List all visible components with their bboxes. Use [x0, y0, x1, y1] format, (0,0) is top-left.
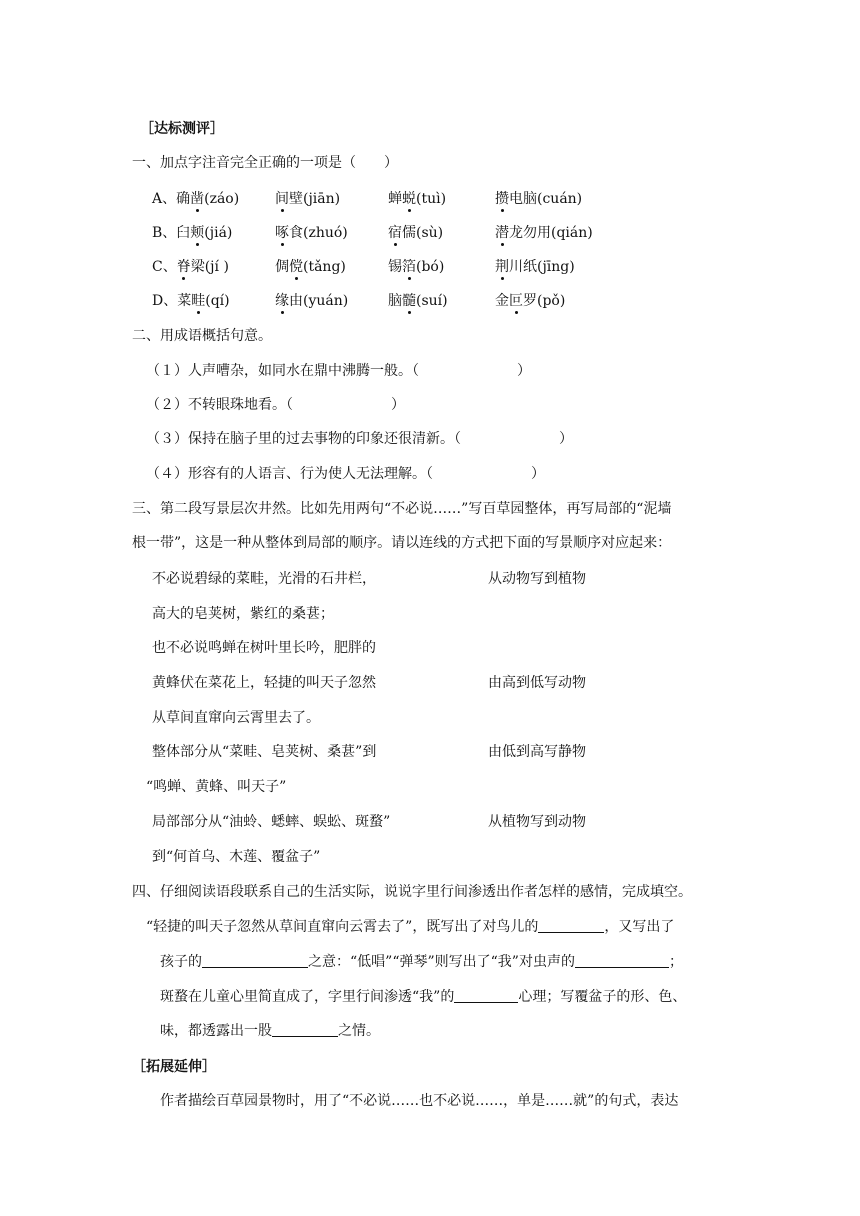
- matching-right-1: 从动物写到植物: [488, 571, 586, 587]
- option-b-item-1: B、臼颊(jiá): [152, 225, 233, 241]
- option-d-item-4: 金叵罗(pǒ): [495, 293, 566, 309]
- matching-left-8: 局部部分从“油蛉、蟋蟀、蜈蚣、斑蝥”: [152, 814, 391, 830]
- question-4-line-3: [160, 986, 686, 1006]
- matching-left-9: 到“何首乌、木莲、覆盆子”: [152, 849, 321, 865]
- question-2-item-3: （３）保持在脑子里的过去事物的印象还很清新。（ ）: [146, 431, 573, 447]
- q4-text-2a: 孩子的: [160, 954, 202, 970]
- q4-text-2c: ；: [668, 954, 683, 970]
- fill-blank-1[interactable]: [538, 918, 604, 933]
- question-2-title: 二、用成语概括句意。: [132, 328, 272, 344]
- option-b-item-3: 宿儒(sù): [388, 225, 444, 241]
- matching-left-4: 黄蜂伏在菜花上，轻捷的叫天子忽然: [152, 675, 376, 691]
- option-a-item-3: 蝉蜕(tuì): [388, 191, 447, 207]
- matching-left-6: 整体部分从“菜畦、皂荚树、桑葚”到: [152, 744, 377, 760]
- matching-left-3: 也不必说鸣蝉在树叶里长吟，肥胖的: [152, 640, 376, 656]
- fill-blank-4[interactable]: [454, 988, 518, 1003]
- question-4-line-4: [160, 1020, 380, 1040]
- section-title-assessment: ［达标测评］: [140, 121, 224, 137]
- fill-blank-2[interactable]: [202, 953, 308, 968]
- option-a-item-4: 攒电脑(cuán): [495, 191, 583, 207]
- matching-left-7: “鸣蝉、黄蜂、叫天子”: [146, 779, 287, 795]
- matching-left-5: 从草间直窜向云霄里去了。: [152, 710, 320, 726]
- option-d-item-1: D、菜畦(qí): [152, 293, 230, 309]
- matching-right-3: 由低到高写静物: [488, 744, 586, 760]
- question-4-line-1: [146, 916, 674, 936]
- fill-blank-5[interactable]: [272, 1022, 338, 1037]
- question-4-line-2: [160, 951, 683, 971]
- option-a-item-1: A、确凿(záo): [152, 191, 240, 207]
- section-title-extension: ［拓展延伸］: [132, 1059, 216, 1075]
- question-2-item-1: （１）人声嘈杂，如同水在鼎中沸腾一般。（ ）: [146, 363, 531, 379]
- fill-blank-3[interactable]: [575, 953, 669, 968]
- option-c-item-3: 锡箔(bó): [388, 259, 445, 275]
- option-b-item-4: 潜龙勿用(qián): [495, 225, 593, 241]
- q4-text-1b: ，又写出了: [604, 919, 675, 935]
- extension-text: 作者描绘百草园景物时，用了“不必说……也不必说……，单是……就”的句式，表达: [160, 1093, 679, 1109]
- matching-left-1: 不必说碧绿的菜畦，光滑的石井栏，: [152, 571, 376, 587]
- q4-text-1a: “轻捷的叫天子忽然从草间直窜向云霄去了”，既写出了对鸟儿的: [146, 919, 539, 935]
- option-c-item-4: 荆川纸(jīng): [495, 259, 575, 275]
- matching-right-2: 由高到低写动物: [488, 675, 586, 691]
- question-1-title: 一、加点字注音完全正确的一项是（ ）: [132, 155, 398, 171]
- question-4-title: 四、仔细阅读语段联系自己的生活实际，说说字里行间渗透出作者怎样的感情，完成填空。: [132, 884, 692, 900]
- option-c-item-2: 倜傥(tǎng): [275, 259, 346, 275]
- question-3-line-2: 根一带”，这是一种从整体到局部的顺序。请以连线的方式把下面的写景顺序对应起来：: [132, 535, 672, 551]
- option-c-item-1: C、脊梁(jí ): [152, 259, 229, 275]
- q4-text-3a: 斑蝥在儿童心里简直成了，字里行间渗透“我”的: [160, 989, 455, 1005]
- q4-text-4a: 味，都透露出一股: [160, 1023, 272, 1039]
- option-b-item-2: 啄食(zhuó): [275, 225, 348, 241]
- option-d-item-3: 脑髓(suí): [388, 293, 448, 309]
- q4-text-2b: 之意：“低唱”“弹琴”则写出了“我”对虫声的: [308, 954, 575, 970]
- question-2-item-2: （２）不转眼珠地看。（ ）: [146, 397, 405, 413]
- matching-right-4: 从植物写到动物: [488, 814, 586, 830]
- q4-text-3b: 心理；写覆盆子的形、色、: [518, 989, 687, 1005]
- q4-text-4b: 之情。: [338, 1023, 380, 1039]
- question-2-item-4: （４）形容有的人语言、行为使人无法理解。（ ）: [146, 466, 545, 482]
- matching-left-2: 高大的皂荚树，紫红的桑葚；: [152, 606, 334, 622]
- question-3-line-1: 三、第二段写景层次井然。比如先用两句“不必说……”写百草园整体，再写局部的“泥墙: [132, 501, 672, 517]
- option-d-item-2: 缘由(yuán): [275, 293, 349, 309]
- option-a-item-2: 间壁(jiān): [275, 191, 341, 207]
